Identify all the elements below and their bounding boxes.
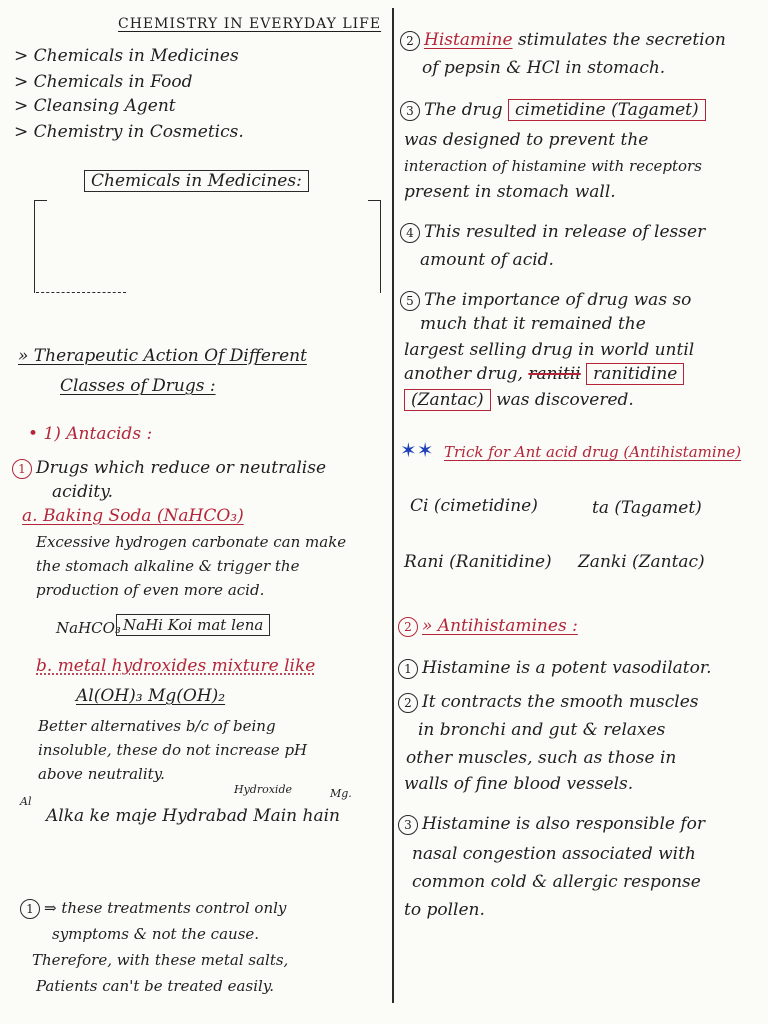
point-5 [400,290,691,311]
text-line: common cold & allergic response [412,872,701,892]
text-line: production of even more acid. [36,581,265,599]
antihist-point-2 [398,692,699,713]
formula-line: Al(OH)₃ Mg(OH)₂ [76,686,226,706]
note-line: symptoms & not the cause. [52,925,260,943]
text-line: insoluble, these do not increase pH [38,741,308,759]
trick-cell: Ci (cimetidine) [410,496,538,516]
histamine-word: Histamine [424,30,513,50]
text-line: above neutrality. [38,765,165,783]
number-badge: 3 [400,101,420,121]
dashed-line [36,292,126,293]
zantac-box: (Zantac) [404,389,491,411]
topic-item: > Chemicals in Food [14,72,193,92]
point-1-cont: acidity. [52,482,113,502]
text-line: present in stomach wall. [404,182,616,202]
antihistamines-heading [398,616,578,637]
right-bracket [368,200,381,293]
struck-text: ranitii [528,364,581,384]
therapeutic-heading: » Therapeutic Action Of Different [18,346,307,366]
point-text: Histamine is a potent vasodilator. [422,658,712,678]
point-text: This resulted in release of lesser [424,222,706,242]
point-text: Drugs which reduce or neutralise [36,458,327,478]
cimetidine-box: cimetidine (Tagamet) [508,99,706,121]
point-text: stimulates the secretion [517,30,726,50]
point-2 [400,30,726,51]
note-line: Therefore, with these metal salts, [32,951,289,969]
text-line: interaction of histamine with receptors [404,157,702,175]
topic-item: > Chemicals in Medicines [14,46,239,66]
trick-cell: Zanki (Zantac) [578,552,705,572]
point-3 [400,100,706,121]
trick-cell: ta (Tagamet) [592,498,702,518]
number-badge: 2 [398,617,418,637]
trick-heading: Trick for Ant acid drug (Antihistamine) [444,443,742,461]
text-line [404,390,634,410]
annotation-al: Al [20,795,32,808]
text-line: much that it remained the [420,314,646,334]
page-title: CHEMISTRY IN EVERYDAY LIFE [118,16,382,32]
text-line: nasal congestion associated with [412,844,696,864]
note-line [20,898,286,919]
text-line: to pollen. [404,900,485,920]
antihist-point-3 [398,814,705,835]
stars-icon: ✶✶ [400,438,434,462]
topic-item: > Chemistry in Cosmetics. [14,122,244,142]
text-line: was designed to prevent the [404,130,649,150]
number-badge: 2 [398,693,418,713]
topic-item: > Cleansing Agent [14,96,176,116]
note-text: ⇒ these treatments control only [44,899,287,917]
text-line: largest selling drug in world until [404,340,695,360]
heading-text: » Antihistamines : [422,616,578,636]
text-line: Better alternatives b/c of being [38,717,276,735]
number-badge: 1 [20,899,40,919]
text-fragment: was discovered. [496,390,634,410]
point-4 [400,222,705,243]
number-badge: 3 [398,815,418,835]
text-line: in bronchi and gut & relaxes [418,720,666,740]
subpoint-b-label: b. metal hydroxides mixture like [36,656,316,676]
text-line: other muscles, such as those in [406,748,677,768]
text-line: the stomach alkaline & trigger the [36,557,300,575]
text-fragment: another drug, [404,364,523,384]
note-line: Patients can't be treated easily. [36,977,275,995]
annotation-hydroxide: Hydroxide [234,783,293,796]
column-divider [392,8,394,1003]
ranitidine-box: ranitidine [586,363,684,385]
point-text: The importance of drug was so [424,290,692,310]
mnemonic-box: NaHi Koi mat lena [116,614,270,636]
mnemonic-formula: NaHCO₃ [56,619,121,637]
number-badge: 1 [398,659,418,679]
antacids-label: • 1) Antacids : [28,424,153,444]
mnemonic-2: Alka ke maje Hydrabad Main hain [46,806,340,826]
number-badge: 2 [400,31,420,51]
text-line: amount of acid. [420,250,554,270]
section-heading-box: Chemicals in Medicines: [84,170,309,192]
therapeutic-heading-2: Classes of Drugs : [60,376,216,396]
text-line [404,364,684,384]
subpoint-a-label: a. Baking Soda (NaHCO₃) [22,506,244,526]
number-badge: 5 [400,291,420,311]
point-1 [12,458,326,479]
annotation-mg: Mg. [330,787,352,800]
number-badge: 1 [12,459,32,479]
number-badge: 4 [400,223,420,243]
left-bracket [34,200,47,293]
point-text: The drug [424,100,503,120]
text-line: Excessive hydrogen carbonate can make [36,533,347,551]
antihist-point-1 [398,658,712,679]
text-line: of pepsin & HCl in stomach. [422,58,666,78]
point-text: It contracts the smooth muscles [422,692,699,712]
trick-cell: Rani (Ranitidine) [404,552,552,572]
point-text: Histamine is also responsible for [422,814,705,834]
text-line: walls of fine blood vessels. [404,774,634,794]
